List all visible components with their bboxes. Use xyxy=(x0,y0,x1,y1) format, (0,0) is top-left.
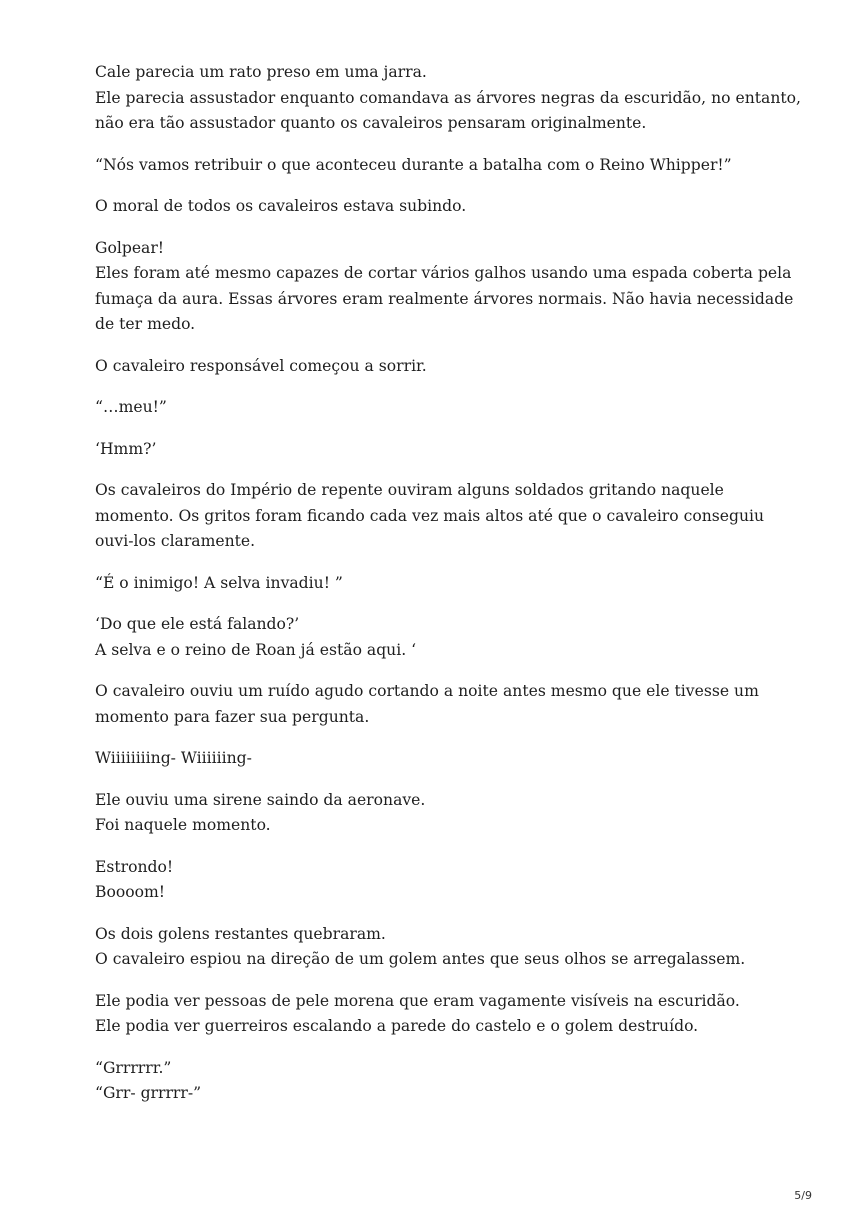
paragraph xyxy=(95,679,795,730)
text-line: Ele podia ver pessoas de pele morena que eram vagamente visíveis na escuridão. xyxy=(95,991,740,1010)
text-line: O moral de todos os cavaleiros estava subindo. xyxy=(95,197,467,215)
paragraph xyxy=(95,612,795,663)
text-line: Golpear! xyxy=(95,238,165,257)
text-line: “Grrrrrr.” xyxy=(95,1058,172,1077)
text-line: momento. Os gritos foram ficando cada vez mais altos até que o cavaleiro conseguiu xyxy=(95,506,765,525)
text-line: de ter medo. xyxy=(95,315,196,333)
paragraph xyxy=(95,1056,795,1107)
paragraph xyxy=(95,922,795,973)
paragraph xyxy=(95,354,795,380)
page-number: 5/9 xyxy=(794,1189,812,1202)
text-line: “Grr- grrrrr-” xyxy=(95,1084,202,1102)
text-line: ouvi-los claramente. xyxy=(95,532,256,550)
text-line: Foi naquele momento. xyxy=(95,816,271,834)
text-line: “Nós vamos retribuir o que aconteceu durante a batalha com o Reino Whipper!” xyxy=(95,155,732,174)
paragraph xyxy=(95,395,795,421)
paragraph xyxy=(95,989,795,1040)
text-line: Estrondo! xyxy=(95,857,174,876)
text-line: ‘Hmm?’ xyxy=(95,439,157,458)
text-line: fumaça da aura. Essas árvores eram realmente árvores normais. Não havia necessidade xyxy=(95,289,794,308)
paragraph xyxy=(95,788,795,839)
text-line: O cavaleiro responsável começou a sorrir. xyxy=(95,356,427,375)
paragraph xyxy=(95,478,795,555)
text-line: “…meu!” xyxy=(95,398,167,416)
text-line: Ele parecia assustador enquanto comandava as árvores negras da escuridão, no entanto, xyxy=(95,88,801,107)
paragraph xyxy=(95,153,795,179)
text-line: Cale parecia um rato preso em uma jarra. xyxy=(95,63,427,81)
text-line: Os cavaleiros do Império de repente ouviram alguns soldados gritando naquele xyxy=(95,481,724,499)
text-line: ‘Do que ele está falando?’ xyxy=(95,615,300,633)
paragraph xyxy=(95,437,795,463)
paragraph xyxy=(95,746,795,772)
text-line: Wiiiiiiiing- Wiiiiiing- xyxy=(95,749,252,767)
text-line: momento para fazer sua pergunta. xyxy=(95,707,370,726)
text-line: Ele ouviu uma sirene saindo da aeronave. xyxy=(95,790,426,809)
text-line: “É o inimigo! A selva invadiu! ” xyxy=(95,573,343,592)
paragraph xyxy=(95,236,795,338)
text-line: O cavaleiro espiou na direção de um golem antes que seus olhos se arregalassem. xyxy=(95,950,746,968)
paragraph xyxy=(95,194,795,220)
text-line: A selva e o reino de Roan já estão aqui. ‘ xyxy=(95,640,417,659)
text-line: Eles foram até mesmo capazes de cortar vários galhos usando uma espada coberta pela xyxy=(95,264,792,282)
text-line: Ele podia ver guerreiros escalando a parede do castelo e o golem destruído. xyxy=(95,1017,699,1035)
paragraph xyxy=(95,855,795,906)
paragraph xyxy=(95,571,795,597)
text-line: O cavaleiro ouviu um ruído agudo cortando a noite antes mesmo que ele tivesse um xyxy=(95,682,759,700)
paragraph xyxy=(95,60,801,137)
text-line: Os dois golens restantes quebraram. xyxy=(95,924,386,943)
text-line: não era tão assustador quanto os cavaleiros pensaram originalmente. xyxy=(95,114,647,132)
document-body xyxy=(95,60,801,1123)
text-line: Boooom! xyxy=(95,883,166,901)
